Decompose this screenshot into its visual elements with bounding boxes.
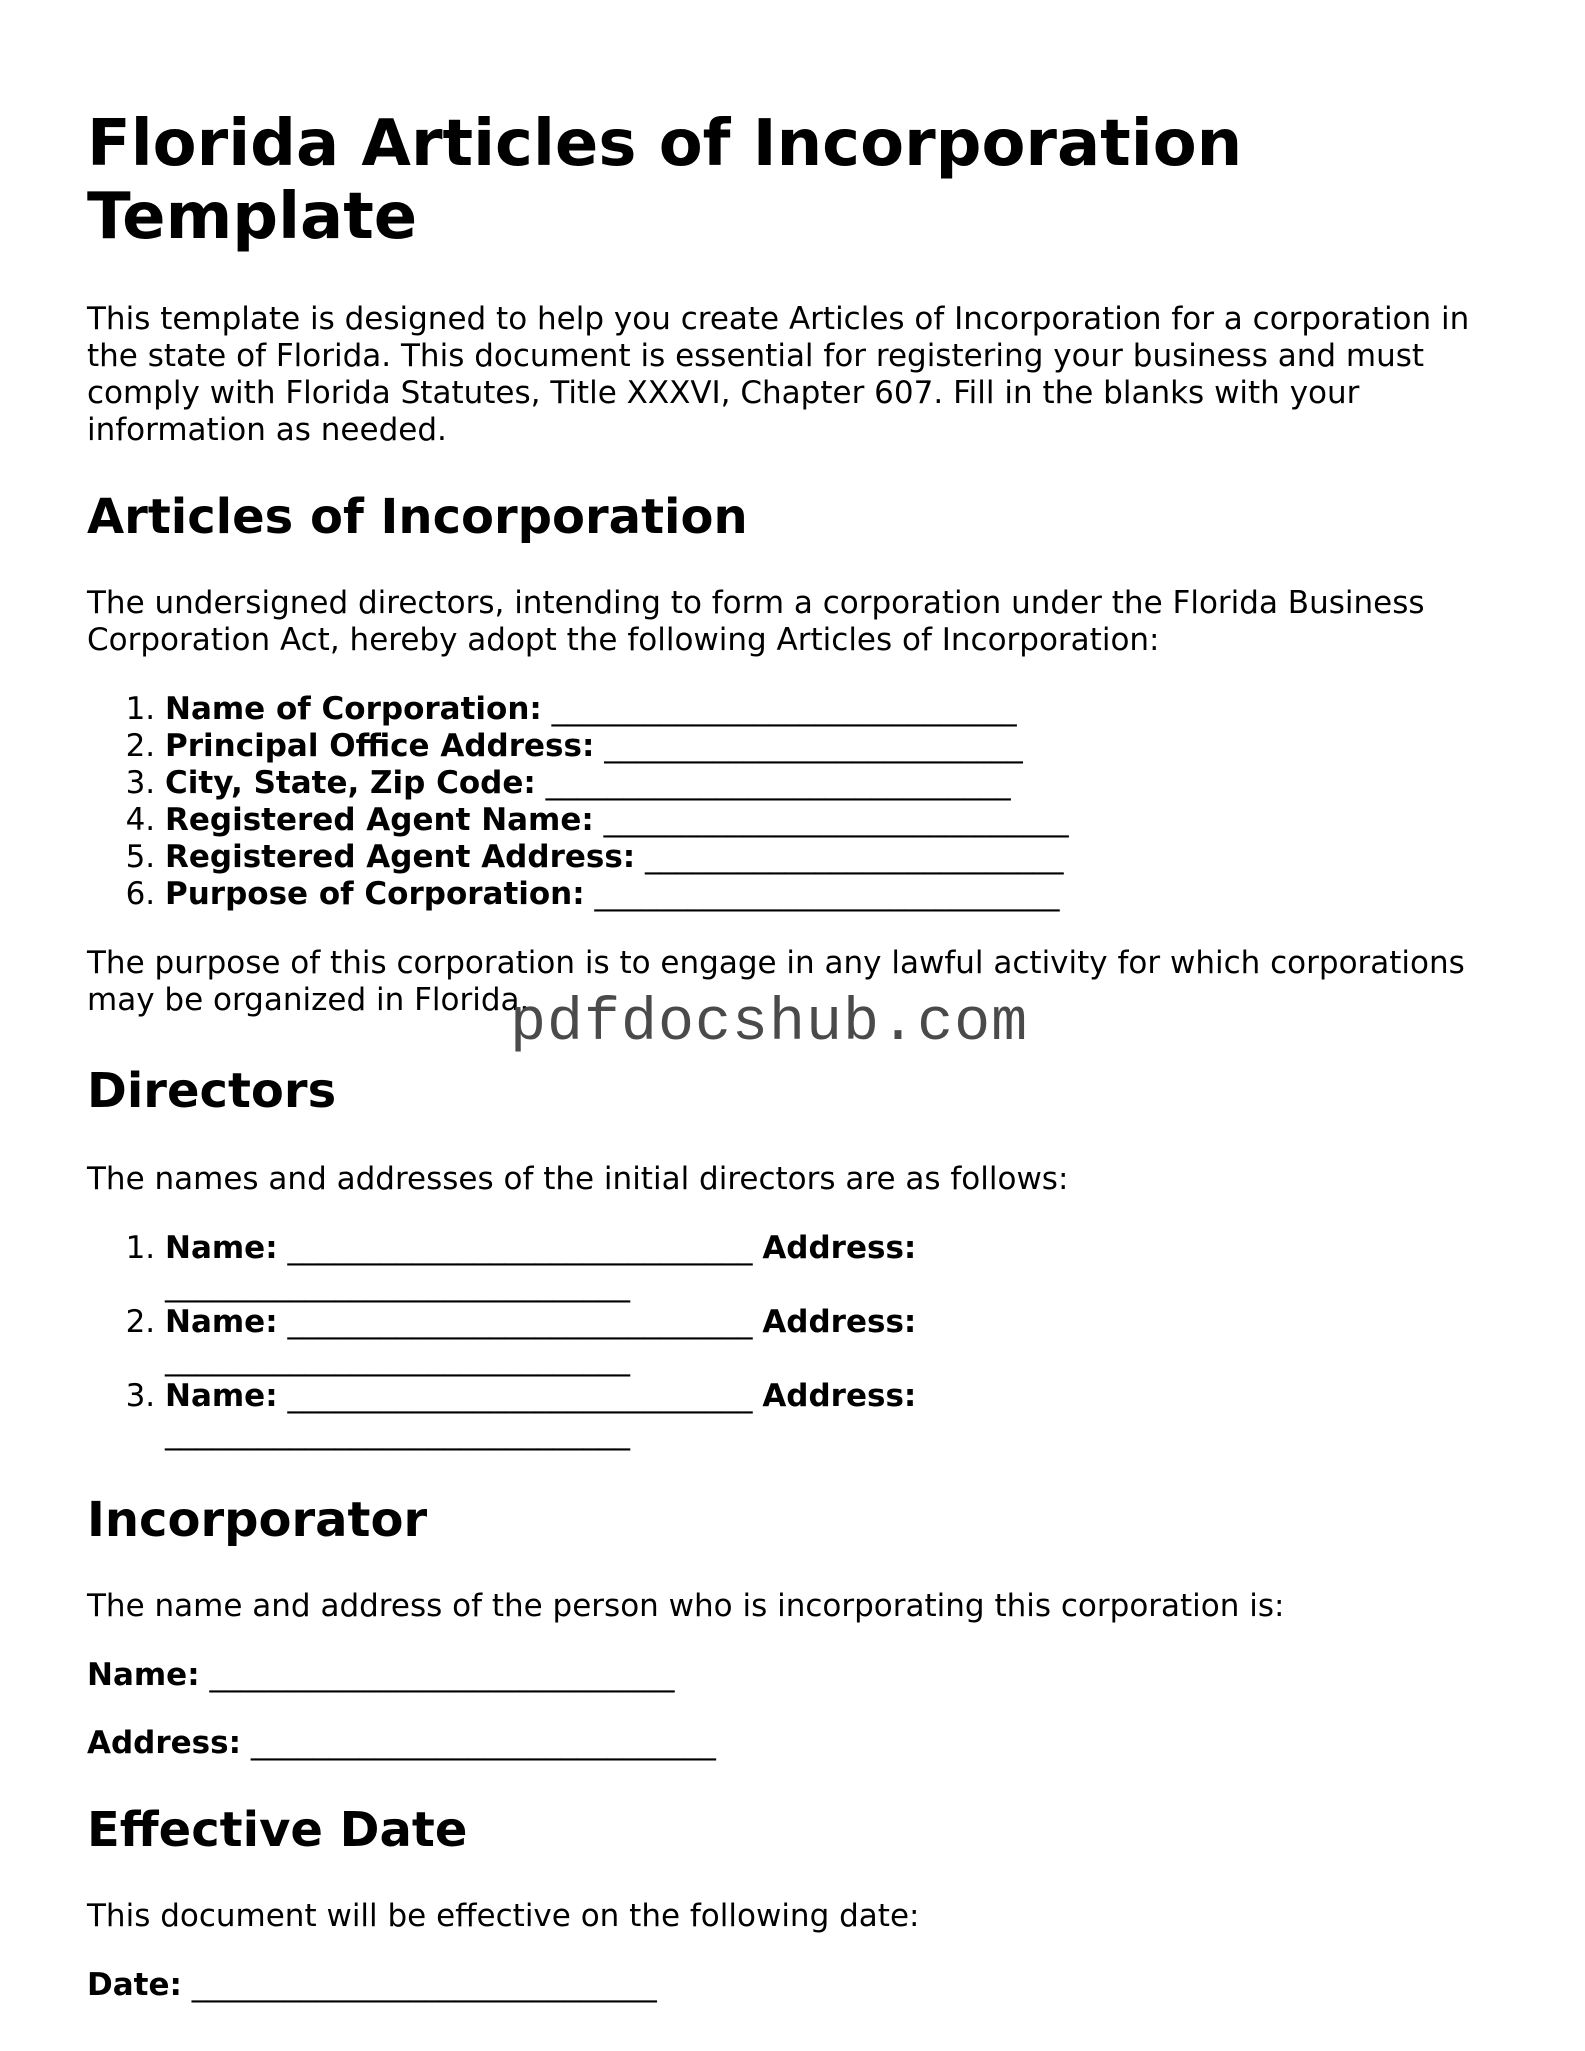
date-label: Date: [87,1967,182,2003]
articles-list [87,691,1507,913]
incorporator-name-line [87,1657,1507,1694]
fill-in-blank[interactable]: ______________________________ [551,691,1017,727]
article-item-agent-name [165,802,1507,839]
article-item-agent-address [165,839,1507,876]
article-item-label: Registered Agent Name: [165,802,594,838]
watermark: pdfdocshub.com [510,990,1029,1058]
article-item-label: Principal Office Address: [165,728,595,764]
directors-heading: Directors [87,1063,337,1119]
director-name-label: Name: [165,1230,278,1266]
director-address-blank[interactable]: ______________________________ [165,1341,630,1377]
fill-in-blank[interactable]: ___________________________ [604,728,1023,764]
article-item-label: Purpose of Corporation: [165,876,585,912]
director-item [165,1304,1085,1378]
director-item [165,1230,1085,1304]
articles-heading: Articles of Incorporation [87,489,748,545]
director-address-blank[interactable]: ______________________________ [165,1415,630,1451]
purpose-paragraph: The purpose of this corporation is to engage in any lawful activity for which corporations may be organized in Florida. [87,945,1465,1018]
effective-date-lead-paragraph: This document will be effective on the following date: [87,1898,920,1934]
incorporator-address-blank[interactable]: ______________________________ [250,1725,716,1761]
director-address-blank[interactable]: ______________________________ [165,1267,630,1303]
directors-lead-paragraph: The names and addresses of the initial directors are as follows: [87,1161,1069,1197]
date-blank[interactable]: ______________________________ [191,1967,657,2003]
article-item-label: City, State, Zip Code: [165,765,536,801]
director-address-label: Address: [762,1378,917,1414]
director-address-label: Address: [762,1304,917,1340]
director-item [165,1378,1085,1452]
effective-date-line [87,1967,1507,2004]
director-name-blank[interactable]: ______________________________ [287,1378,753,1414]
director-name-blank[interactable]: ______________________________ [287,1304,753,1340]
fill-in-blank[interactable]: ___________________________ [645,839,1064,875]
incorporator-lead-paragraph: The name and address of the person who is incorporating this corporation is: [87,1588,1285,1624]
director-name-label: Name: [165,1304,278,1340]
incorporator-name-label: Name: [87,1657,200,1693]
fill-in-blank[interactable]: ______________________________ [594,876,1060,912]
director-name-blank[interactable]: ______________________________ [287,1230,753,1266]
incorporator-address-label: Address: [87,1725,241,1761]
incorporator-heading: Incorporator [87,1492,428,1548]
article-item-purpose [165,876,1507,913]
article-item-city-state-zip [165,765,1507,802]
incorporator-address-line [87,1725,1507,1762]
article-item-label: Name of Corporation: [165,691,542,727]
fill-in-blank[interactable]: ______________________________ [545,765,1011,801]
page-title: Florida Articles of Incorporation Template [87,107,1243,254]
fill-in-blank[interactable]: ______________________________ [603,802,1069,838]
intro-paragraph: This template is designed to help you create Articles of Incorporation for a corporation in the state of Florida. This document is essential for registering your business and must comply with Florida Statutes, Title XXXVI, Chapter 607. Fill in the blanks with your information as needed. [87,301,1470,448]
articles-lead-paragraph: The undersigned directors, intending to form a corporation under the Florida Business Corporation Act, hereby adopt the following Articles of Incorporation: [87,585,1425,658]
director-address-label: Address: [762,1230,917,1266]
incorporator-name-blank[interactable]: ______________________________ [209,1657,675,1693]
director-name-label: Name: [165,1378,278,1414]
directors-list [87,1230,1507,1452]
article-item-label: Registered Agent Address: [165,839,636,875]
article-item-principal-office [165,728,1507,765]
article-item-name [165,691,1507,728]
effective-date-heading: Effective Date [87,1802,468,1858]
